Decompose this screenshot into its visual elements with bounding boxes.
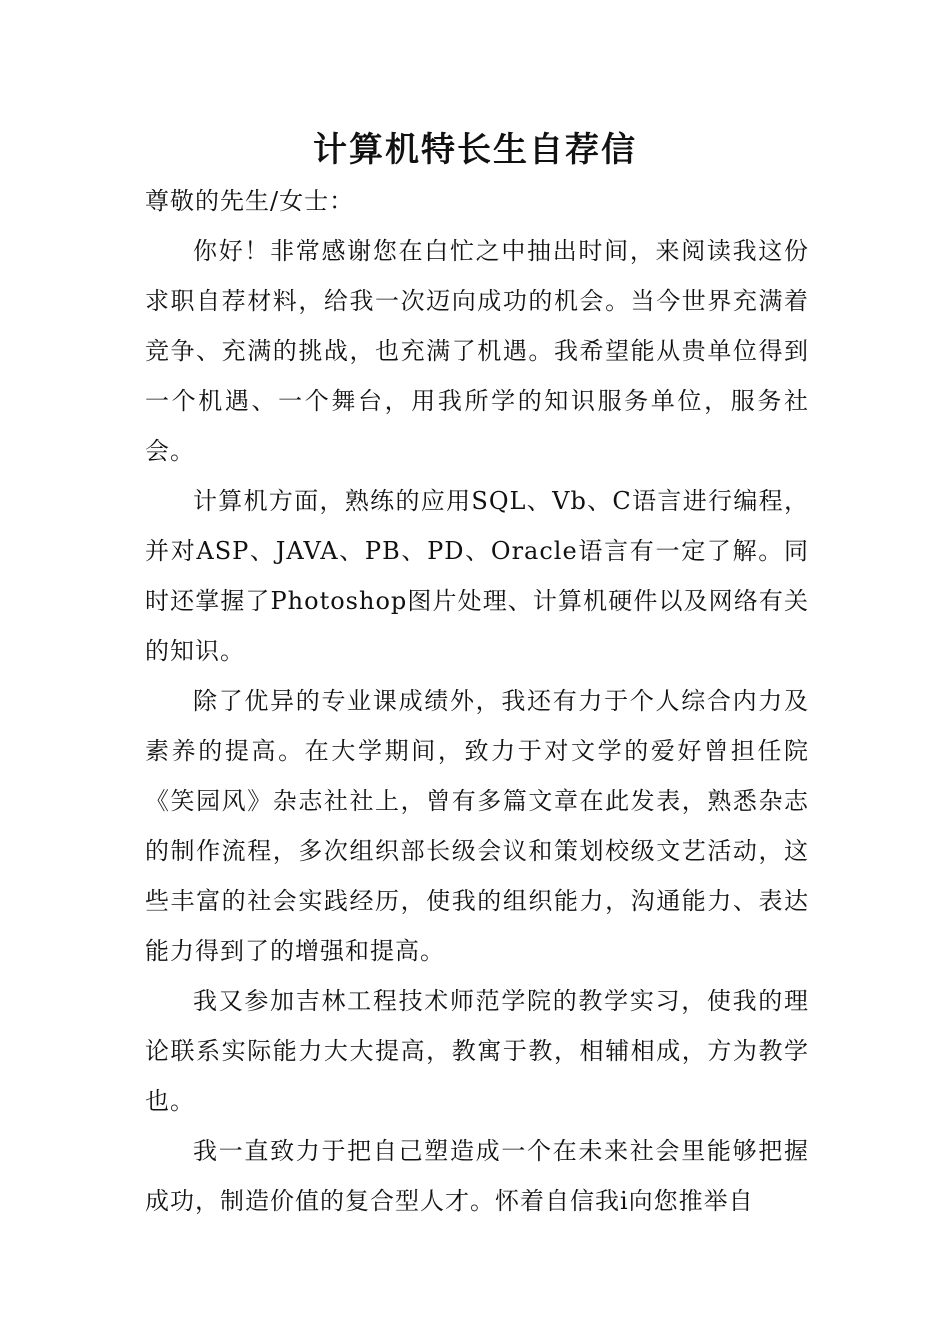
paragraph-greeting: 你好！非常感谢您在白忙之中抽出时间，来阅读我这份求职自荐材料，给我一次迈向成功的机会。当今世界充满着竞争、充满的挑战，也充满了机遇。我希望能从贵单位得到一个机遇、一个舞台，用我所学的知识服务单位，服务社会。	[145, 237, 809, 465]
paragraph-internship: 我又参加吉林工程技术师范学院的教学实习，使我的理论联系实际能力大大提高，教寓于教，相辅相成，方为教学也。	[145, 987, 809, 1115]
document-title: 计算机特长生自荐信	[313, 130, 637, 170]
letter-body	[145, 176, 809, 1226]
salutation: 尊敬的先生/女士：	[145, 187, 355, 215]
paragraph-computer-skills: 计算机方面，熟练的应用SQL、Vb、C语言进行编程，并对ASP、JAVA、PB、PD、Oracle语言有一定了解。同时还掌握了Photoshop图片处理、计算机硬件以及网络有关的知识。	[145, 487, 809, 665]
paragraph-activities: 除了优异的专业课成绩外，我还有力于个人综合内力及素养的提高。在大学期间，致力于对文学的爱好曾担任院《笑园风》杂志社社上，曾有多篇文章在此发表，熟悉杂志的制作流程，多次组织部长级会议和策划校级文艺活动，这些丰富的社会实践经历，使我的组织能力，沟通能力、表达能力得到了的增强和提高。	[145, 687, 809, 965]
paragraph-closing: 我一直致力于把自己塑造成一个在未来社会里能够把握成功，制造价值的复合型人才。怀着自信我i向您推举自	[145, 1137, 809, 1215]
